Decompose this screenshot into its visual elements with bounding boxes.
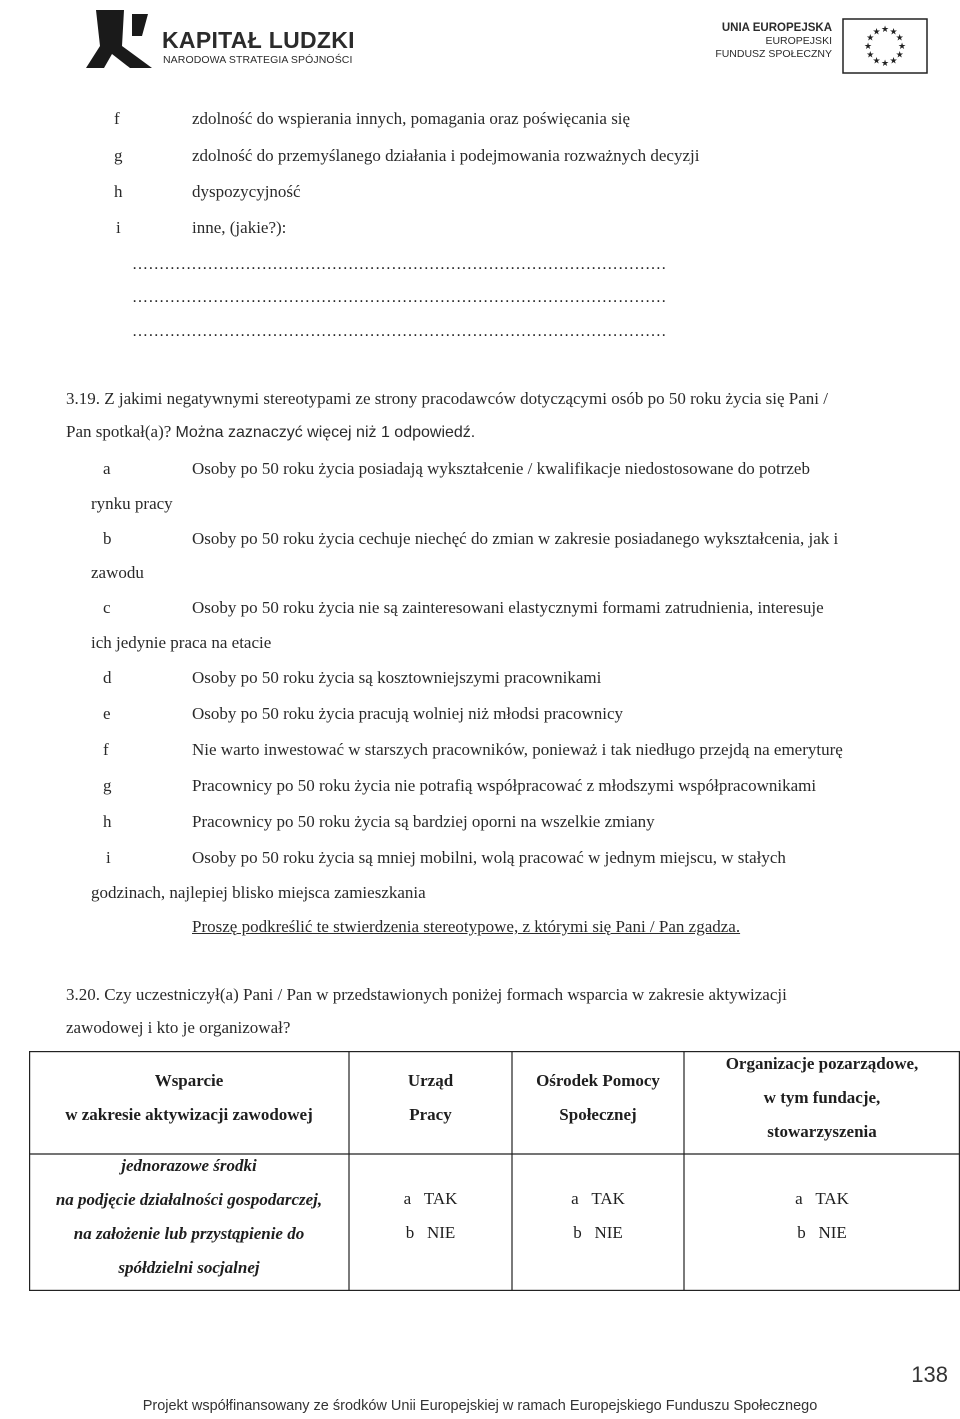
question-320-line2: zawodowej i kto je organizował? [66, 1018, 291, 1037]
table-header-support: Wsparcie w zakresie aktywizacji zawodowej [65, 1071, 313, 1124]
answer-cell-ops [512, 1182, 684, 1250]
eu-star-icon: ★ [889, 27, 898, 38]
option-letter[interactable]: e [103, 704, 111, 723]
ue-logo-line3: FUNDUSZ SPOŁECZNY [715, 48, 832, 60]
eu-star-icon: ★ [895, 50, 904, 61]
list-item-text: zdolność do przemyślanego działania i podejmowania rozważnych decyzji [192, 146, 700, 165]
option-text[interactable]: Pracownicy po 50 roku życia nie potrafią współpracować z młodszymi współpracownikami [192, 776, 817, 795]
answer-option-nie[interactable]: b NIE [573, 1223, 623, 1242]
eu-star-icon: ★ [872, 56, 881, 67]
page-number: 138 [911, 1362, 948, 1387]
question-319-line2 [66, 422, 475, 443]
list-item-letter: h [114, 182, 123, 201]
table-row-label: jednorazowe środki na podjęcie działalności gospodarczej, na założenie lub przystąpienie do spółdzielni socjalnej [55, 1156, 323, 1277]
option-text[interactable]: Pracownicy po 50 roku życia są bardziej oporni na wszelkie zmiany [192, 812, 655, 831]
list-item-text: inne, (jakie?): [192, 218, 287, 237]
list-item-text: dyspozycyjność [192, 182, 301, 201]
option-text[interactable]: Osoby po 50 roku życia posiadają wykształcenie / kwalifikacje niedostosowane do potrzeb [192, 459, 810, 478]
question-319-text-end: Pan spotkał(a)? [66, 422, 172, 441]
option-letter[interactable]: a [103, 459, 111, 478]
ue-logo-text [700, 22, 832, 61]
option-text[interactable]: Osoby po 50 roku życia pracują wolniej niż młodsi pracownicy [192, 704, 624, 723]
footer-text: Projekt współfinansowany ze środków Unii Europejskiej w ramach Europejskiego Funduszu Społecznego [142, 1398, 818, 1414]
ue-logo-line2: EUROPEJSKI [765, 35, 832, 47]
table-header-ngo: Organizacje pozarządowe, w tym fundacje, stowarzyszenia [725, 1054, 919, 1141]
answer-option-tak[interactable]: a TAK [795, 1189, 849, 1208]
option-letter[interactable]: d [103, 668, 112, 687]
option-text[interactable]: Osoby po 50 roku życia są kosztowniejszymi pracownikami [192, 668, 602, 687]
option-text[interactable]: Osoby po 50 roku życia są mniej mobilni, wolą pracować w jednym miejscu, w stałych [192, 848, 786, 867]
answer-cell-ngo [684, 1182, 960, 1250]
answer-option-nie[interactable]: b NIE [405, 1223, 456, 1242]
eu-star-icon: ★ [880, 59, 890, 69]
eu-star-icon: ★ [863, 42, 873, 52]
option-letter[interactable]: c [103, 598, 111, 617]
dotted-answer-line[interactable]: ……………………………………………………………………………………… [132, 289, 667, 306]
kapital-ludzki-subtitle: NARODOWA STRATEGIA SPÓJNOŚCI [163, 54, 353, 66]
eu-star-icon: ★ [889, 56, 898, 67]
ue-logo-line1: UNIA EUROPEJSKA [721, 22, 832, 34]
list-item-letter: f [114, 109, 120, 128]
option-letter[interactable]: i [106, 848, 111, 867]
option-text-continued[interactable]: godzinach, najlepiej blisko miejsca zamieszkania [91, 883, 426, 902]
question-319-hint: Można zaznaczyć więcej niż 1 odpowiedź. [175, 424, 476, 441]
option-text[interactable]: Osoby po 50 roku życia nie są zainteresowani elastycznymi formami zatrudnienia, interesuje [192, 598, 824, 617]
eu-star-icon: ★ [866, 33, 875, 44]
option-letter[interactable]: g [103, 776, 112, 795]
eu-star-icon: ★ [895, 33, 904, 44]
dotted-answer-line[interactable]: ……………………………………………………………………………………… [132, 323, 667, 340]
list-item-letter: g [114, 146, 123, 165]
option-text-continued[interactable]: ich jedynie praca na etacie [91, 633, 272, 652]
answer-option-tak[interactable]: a TAK [571, 1189, 625, 1208]
option-text[interactable]: Osoby po 50 roku życia cechuje niechęć do zmian w zakresie posiadanego wykształcenia, jak i [192, 529, 839, 548]
table-header-ops: Ośrodek Pomocy Społecznej [536, 1071, 660, 1124]
question-319-line1: 3.19. Z jakimi negatywnymi stereotypami ze strony pracodawców dotyczącymi osób po 50 roku życia się Pani / [66, 389, 828, 408]
eu-star-icon: ★ [866, 50, 875, 61]
eu-star-icon: ★ [880, 25, 890, 35]
kapital-ludzki-title: KAPITAŁ LUDZKI [162, 27, 355, 53]
list-item-letter: i [116, 218, 121, 237]
option-letter[interactable]: f [103, 740, 109, 759]
option-letter[interactable]: h [103, 812, 112, 831]
question-320-line1: 3.20. Czy uczestniczył(a) Pani / Pan w przedstawionych poniżej formach wsparcia w zakresie aktywizacji [66, 985, 787, 1004]
table-header-urzad-pracy: Urząd Pracy [407, 1071, 454, 1124]
eu-star-icon: ★ [872, 27, 881, 38]
question-319-instruction: Proszę podkreślić te stwierdzenia stereotypowe, z którymi się Pani / Pan zgadza. [192, 917, 741, 936]
option-text[interactable]: Nie warto inwestować w starszych pracowników, ponieważ i tak niedługo przejdą na emeryturę [192, 740, 843, 759]
eu-flag-icon [842, 18, 928, 74]
list-item-text: zdolność do wspierania innych, pomagania oraz poświęcania się [192, 109, 631, 128]
dotted-answer-line[interactable]: ……………………………………………………………………………………… [132, 256, 667, 273]
option-text-continued[interactable]: zawodu [91, 563, 144, 582]
answer-cell-urzad [349, 1182, 512, 1250]
answer-option-tak[interactable]: a TAK [403, 1189, 458, 1208]
answer-option-nie[interactable]: b NIE [797, 1223, 847, 1242]
option-text-continued[interactable]: rynku pracy [91, 494, 173, 513]
option-letter[interactable]: b [103, 529, 112, 548]
eu-star-icon: ★ [897, 42, 907, 52]
support-table [29, 1051, 960, 1291]
